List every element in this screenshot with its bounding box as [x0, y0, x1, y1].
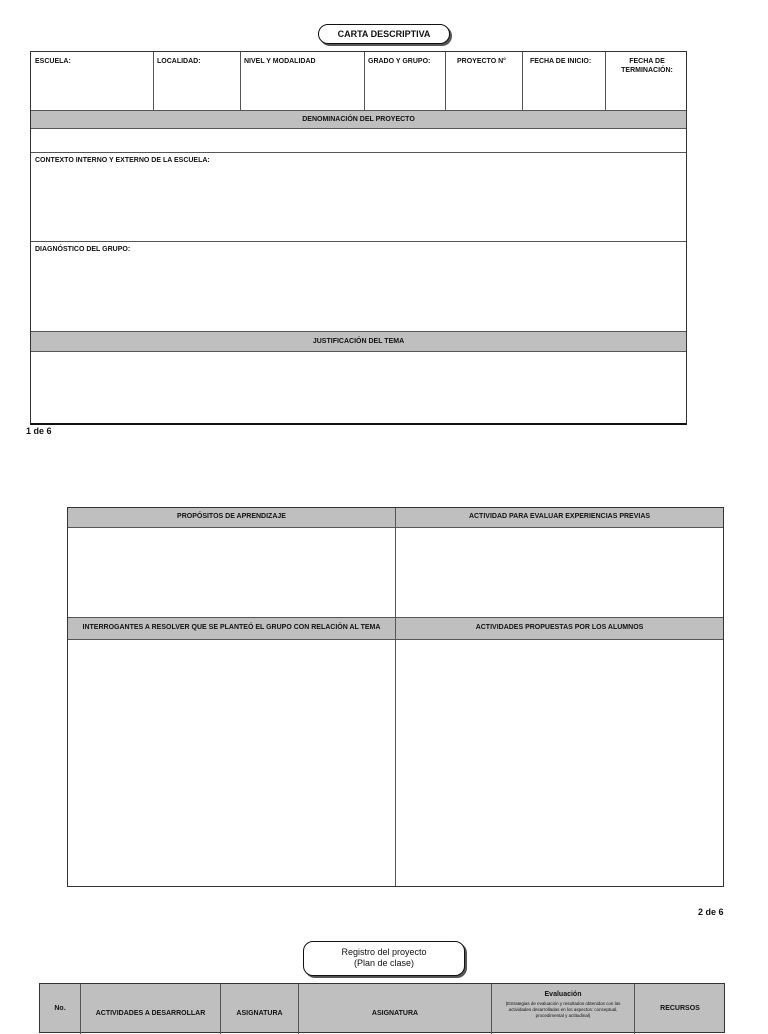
carta-descriptiva-title: CARTA DESCRIPTIVA: [318, 24, 450, 44]
field-nivel-modalidad: NIVEL Y MODALIDAD: [244, 58, 316, 65]
registro-proyecto-title: [303, 941, 465, 976]
col-evaluacion-title: Evaluación: [544, 991, 582, 998]
field-fecha-inicio: FECHA DE INICIO:: [530, 58, 592, 65]
col-recursos: RECURSOS: [660, 1005, 700, 1012]
actividad-evaluar-header: ACTIVIDAD PARA EVALUAR EXPERIENCIAS PREVIAS: [396, 508, 723, 528]
justificacion-header: JUSTIFICACIÓN DEL TEMA: [31, 331, 686, 352]
carta-descriptiva-form: [30, 51, 687, 425]
page-number-1: 1 de 6: [26, 426, 52, 436]
col-asignatura-1: ASIGNATURA: [236, 1010, 283, 1017]
proyecto-grid: [67, 507, 724, 887]
propositos-header: PROPÓSITOS DE APRENDIZAJE: [68, 508, 395, 528]
field-fecha-terminacion: FECHA DE TERMINACIÓN:: [621, 58, 673, 74]
field-localidad: LOCALIDAD:: [157, 58, 201, 65]
field-proyecto-numero: PROYECTO N°: [457, 58, 506, 65]
field-grado-grupo: GRADO Y GRUPO:: [368, 58, 431, 65]
actividades-propuestas-header: ACTIVIDADES PROPUESTAS POR LOS ALUMNOS: [396, 617, 723, 640]
interrogantes-header: INTERROGANTES A RESOLVER QUE SE PLANTEÓ EL GRUPO CON RELACIÓN AL TEMA: [68, 617, 395, 640]
registro-title-line1: Registro del proyecto: [341, 947, 427, 957]
diagnostico-label: DIAGNÓSTICO DEL GRUPO:: [35, 246, 131, 253]
contexto-label: CONTEXTO INTERNO Y EXTERNO DE LA ESCUELA:: [35, 157, 210, 164]
denominacion-header: DENOMINACIÓN DEL PROYECTO: [31, 110, 686, 129]
plan-de-clase-table: [39, 983, 725, 1033]
registro-title-line2: (Plan de clase): [353, 958, 415, 968]
col-no: No.: [54, 1005, 66, 1012]
col-actividades: ACTIVIDADES A DESARROLLAR: [95, 1010, 206, 1017]
col-asignatura-2: ASIGNATURA: [371, 1010, 419, 1017]
field-escuela: ESCUELA:: [35, 58, 71, 65]
page-number-2: 2 de 6: [698, 907, 724, 917]
col-evaluacion-subtitle: (Estrategias de evaluación y resultados obtenidos con las actividades desarrolladas en los aspectos: conceptual, procedimental y actitudinal): [505, 1001, 621, 1018]
